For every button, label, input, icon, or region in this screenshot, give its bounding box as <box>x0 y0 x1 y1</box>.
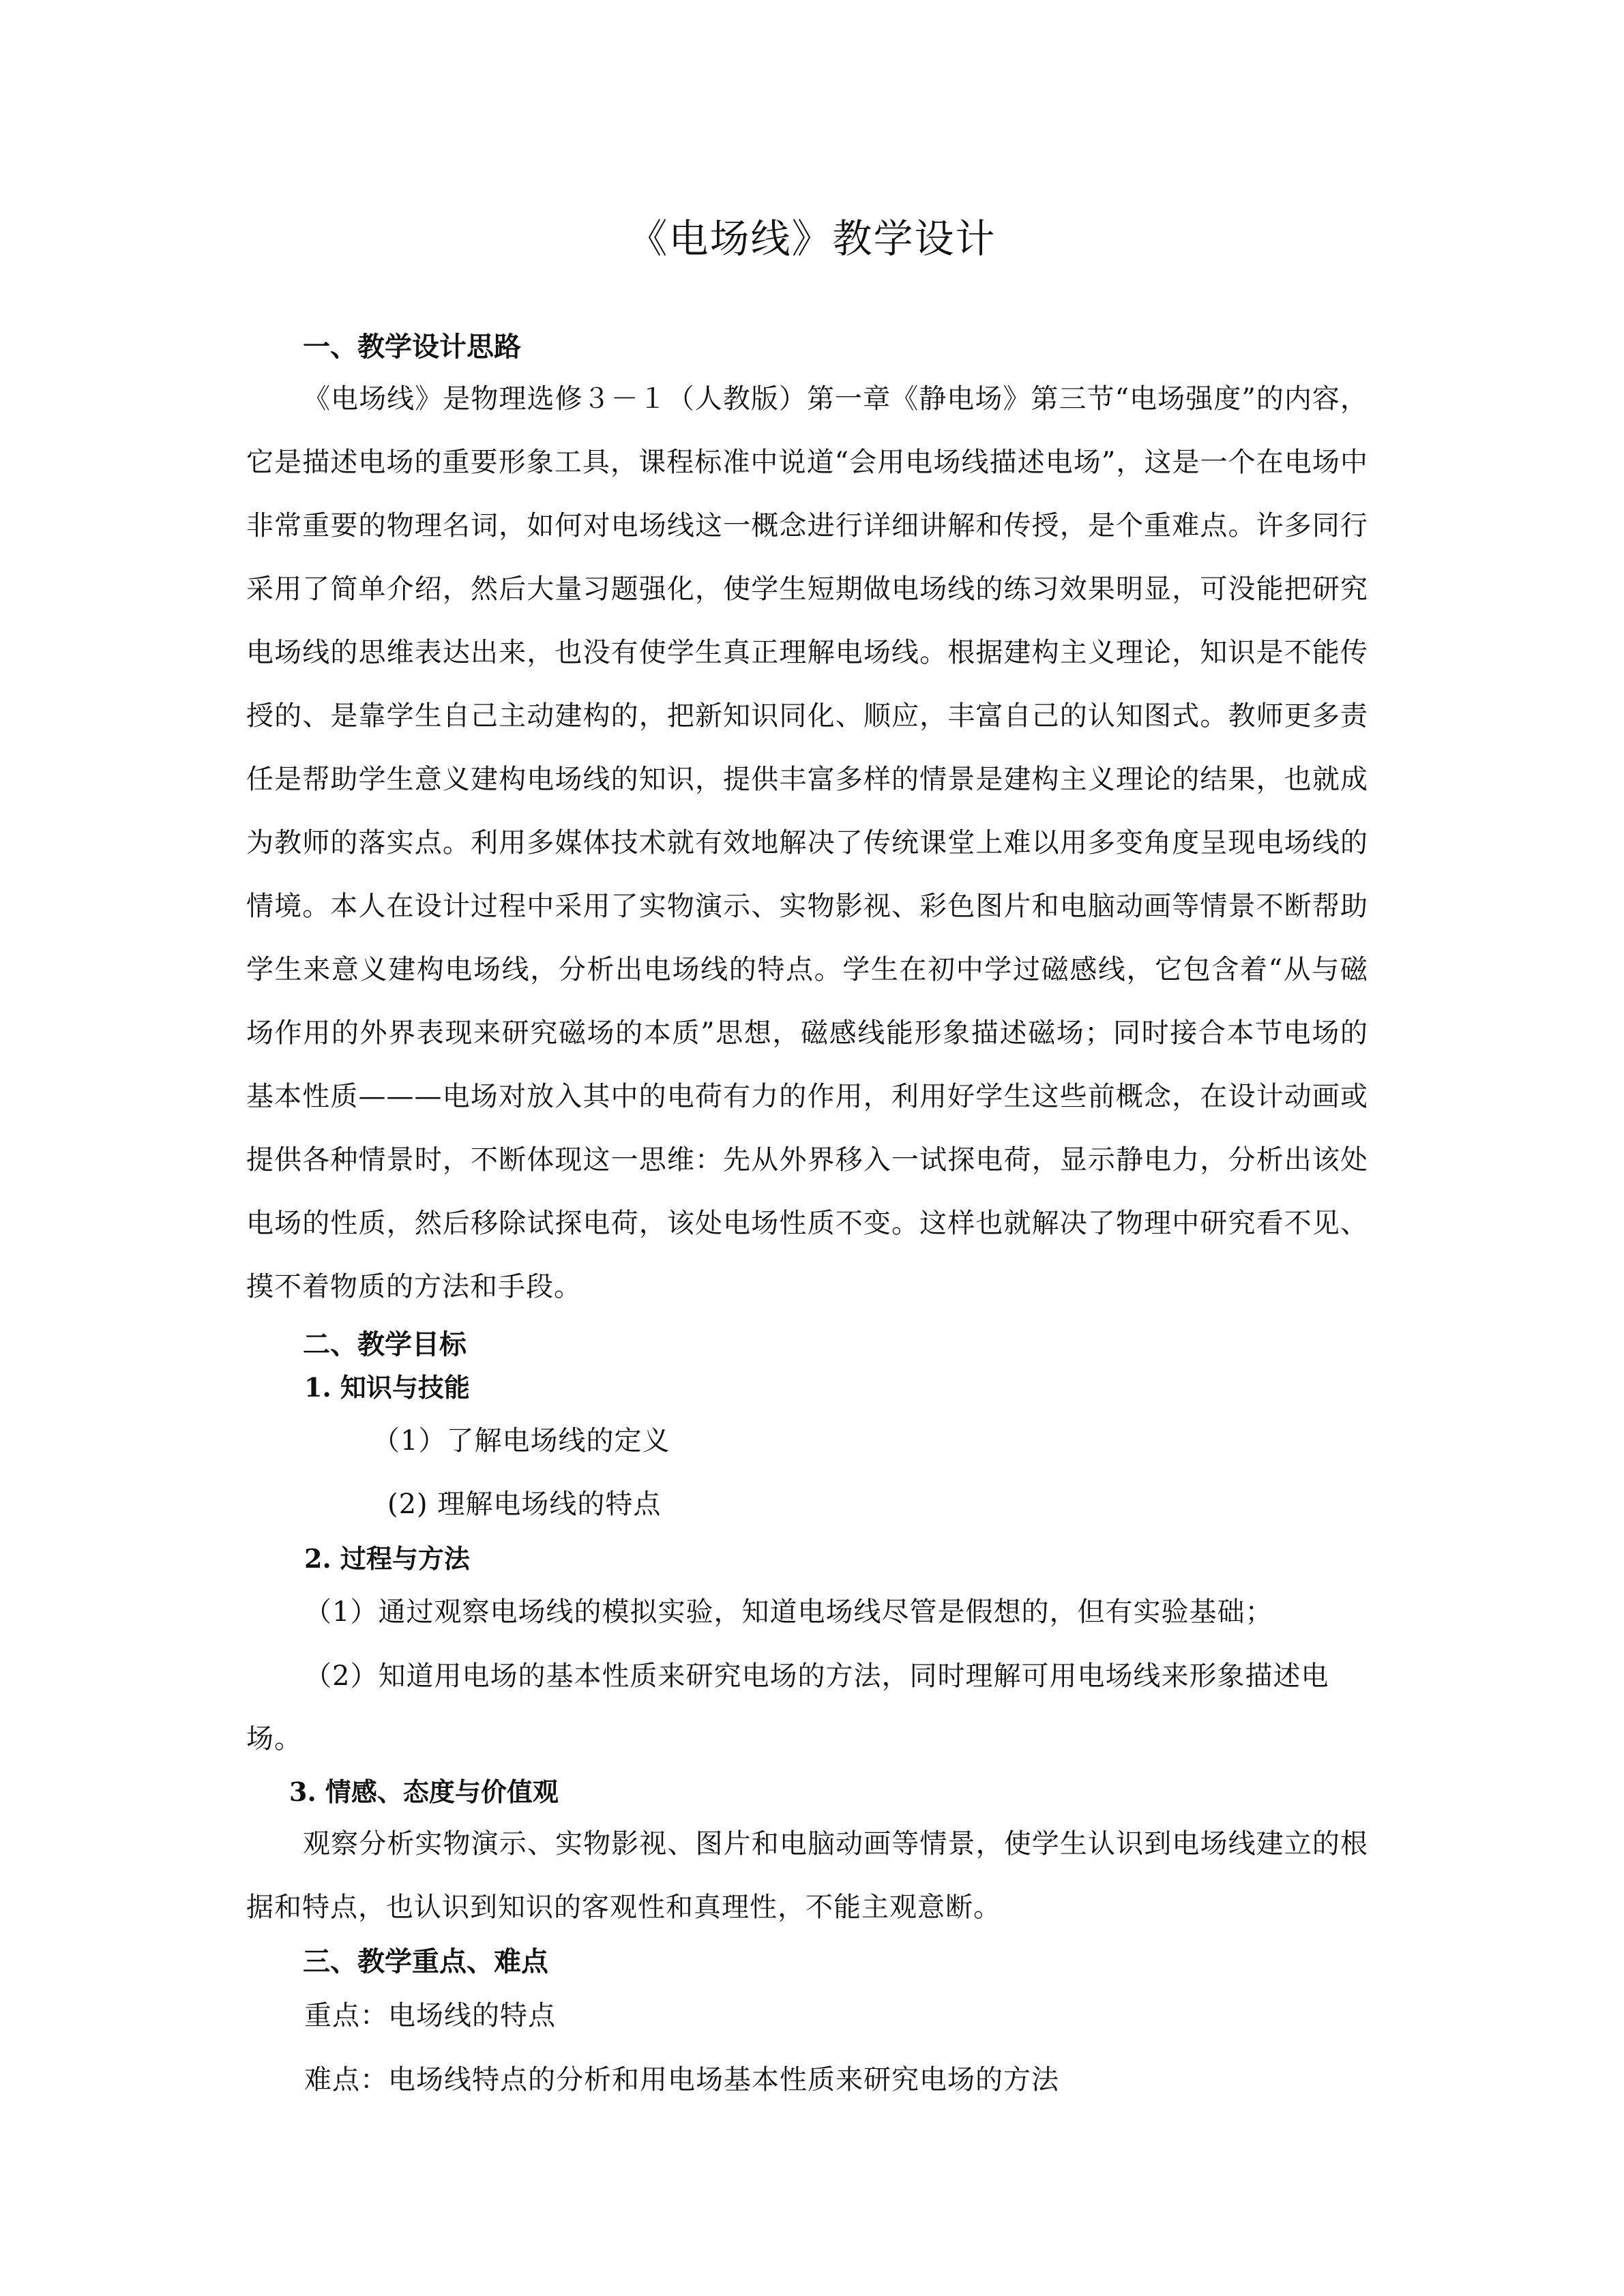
key-point-text: 重点：电场线的特点 <box>304 2000 556 2031</box>
design-idea-paragraph: 《电场线》是物理选修３－１（人教版）第一章《静电场》第三节“电场强度”的内容，它是描述电场的重要形象工具，课程标准中说道“会用电场线描述电场”，这是一个在电场中非常重要的物理名词，如何对电场线这一概念进行详细讲解和传授，是个重难点。许多同行采用了简单介绍，然后大量习题强化，使学生短期做电场线的练习效果明显，可没能把研究电场线的思维表达出来，也没有使学生真正理解电场线。根据建构主义理论，知识是不能传授的、是靠学生自己主动建构的，把新知识同化、顺应，丰富自己的认知图式。教师更多责任是帮助学生意义建构电场线的知识，提供丰富多样的情景是建构主义理论的结果，也就成为教师的落实点。利用多媒体技术就有效地解决了传统课堂上难以用多变角度呈现电场线的情境。本人在设计过程中采用了实物演示、实物影视、彩色图片和电脑动画等情景不断帮助学生来意义建构电场线，分析出电场线的特点。学生在初中学过磁感线，它包含着“从与磁场作用的外界表现来研究磁场的本质”思想，磁感线能形象描述磁场；同时接合本节电场的基本性质———电场对放入其中的电荷有力的作用，利用好学生这些前概念，在设计动画或提供各种情景时，不断体现这一思维：先从外界移入一试探电荷，显示静电力，分析出该处电场的性质，然后移除试探电荷，该处电场性质不变。这样也就解决了物理中研究看不见、摸不着物质的方法和手段。 <box>246 383 1368 1302</box>
subheading-knowledge-skills: 1. 知识与技能 <box>304 1372 470 1403</box>
process-item-method-line2: 场。 <box>246 1723 302 1755</box>
objective-item-characteristics: (2) 理解电场线的特点 <box>387 1489 662 1520</box>
process-item-method-line1: （2）知道用电场的基本性质来研究电场的方法，同时理解可用电场线来形象描述电 <box>304 1660 1329 1692</box>
difficulty-text: 难点：电场线特点的分析和用电场基本性质来研究电场的方法 <box>304 2064 1059 2096</box>
subheading-emotion-values: 3. 情感、态度与价值观 <box>289 1776 559 1807</box>
section-heading-objectives: 二、教学目标 <box>303 1328 467 1360</box>
document-title: 《电场线》教学设计 <box>628 215 996 262</box>
emotion-values-paragraph: 观察分析实物演示、实物影视、图片和电脑动画等情景，使学生认识到电场线建立的根据和特点，也认识到知识的客观性和真理性，不能主观意断。 <box>246 1828 1368 1923</box>
section-heading-key-difficult: 三、教学重点、难点 <box>303 1945 548 1978</box>
objective-item-definition: （1）了解电场线的定义 <box>372 1425 670 1457</box>
section-heading-design-idea: 一、教学设计思路 <box>303 331 521 363</box>
process-item-experiment: （1）通过观察电场线的模拟实验，知道电场线尽管是假想的，但有实验基础； <box>304 1596 1273 1628</box>
subheading-process-method: 2. 过程与方法 <box>304 1543 470 1574</box>
